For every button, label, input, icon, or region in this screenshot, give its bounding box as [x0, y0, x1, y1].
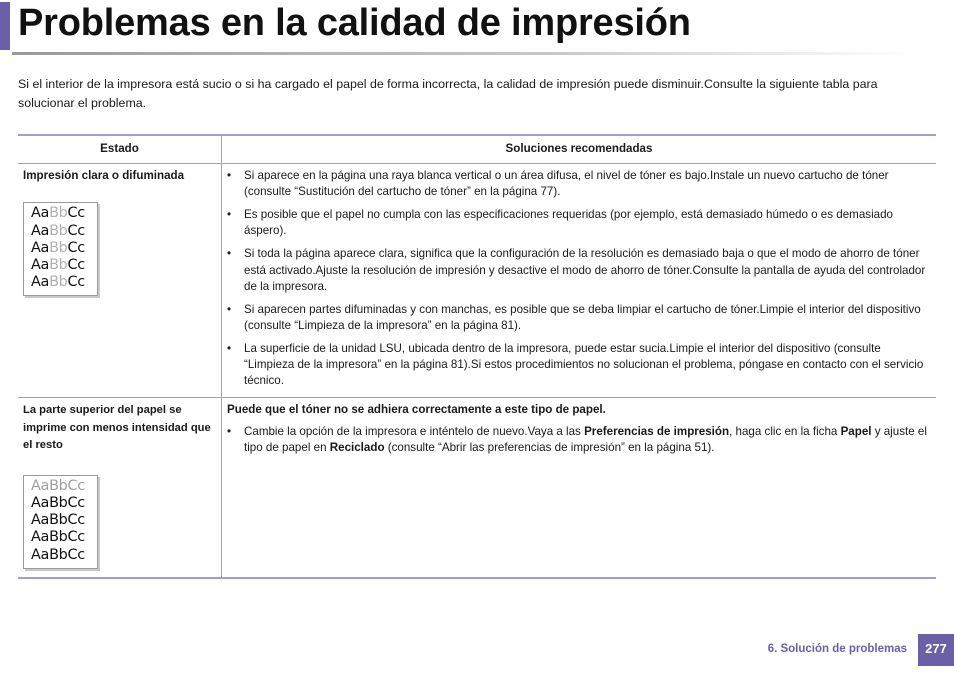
faded-print-sample: [23, 202, 98, 296]
list-item: • Es posible que el papel no cumpla con las especificaciones requeridas (por ejemplo, está demasiado húmedo o es demasiado áspero).: [227, 208, 893, 238]
title-underline: [12, 52, 912, 55]
bullet-icon: •: [227, 247, 232, 261]
top-faded-print-sample: [23, 475, 98, 569]
estado-label: La parte superior del papel se imprime con menos intensidad que el resto: [23, 404, 211, 451]
estado-label: Impresión clara o difuminada: [23, 169, 185, 182]
sample-line: AaBbCc: [31, 494, 85, 511]
sample-line: AaBbCc: [31, 512, 85, 529]
sample-line: AaBbCc: [31, 546, 85, 563]
sample-line: AaBbCc: [31, 205, 85, 222]
bullet-icon: •: [227, 208, 232, 222]
footer-section-label: 6. Solución de problemas: [767, 643, 907, 655]
sample-line: AaBbCc: [31, 222, 85, 239]
bullet-icon: •: [227, 169, 232, 182]
sample-line: AaBbCc: [31, 529, 85, 546]
estado-cell: [18, 164, 222, 398]
table-header-row: [18, 135, 936, 164]
page-title: Problemas en la calidad de impresión: [18, 2, 691, 44]
table-row: [18, 398, 936, 579]
list-item: • Si toda la página aparece clara, significa que la configuración de la resolución es demasiado baja o que el modo de ahorro de tóner está activado.Ajuste la resolución de impresión y desactive el modo de ahorro de tóner.Consulte la pantalla de ayuda del controlador de la impresora.: [227, 247, 926, 293]
solution-list: [227, 424, 928, 456]
sample-line: AaBbCc: [31, 477, 85, 494]
soluciones-cell: [222, 398, 937, 579]
list-item: • Cambie la opción de la impresora e inténtelo de nuevo.Vaya a las Preferencias de impresión, haga clic en la ficha Papel y ajuste el tipo de papel en Reciclado (consulte “Abrir las preferencias de impresión” en la página 51).: [227, 425, 927, 455]
bullet-icon: •: [227, 425, 232, 439]
soluciones-cell: [222, 164, 937, 398]
bullet-icon: •: [227, 302, 232, 316]
list-item: • Si aparece en la página una raya blanca vertical o un área difusa, el nivel de tóner es bajo.Instale un nuevo cartucho de tóner (consulte “Sustitución del cartucho de tóner” en la página 77).: [227, 169, 889, 199]
header-estado: Estado: [18, 135, 222, 164]
estado-cell: [18, 398, 222, 579]
solution-list: [227, 168, 928, 390]
solution-lead: Puede que el tóner no se adhiera correctamente a este tipo de papel.: [227, 403, 606, 416]
sample-line: AaBbCc: [31, 239, 85, 256]
troubleshooting-table: [18, 134, 936, 579]
bullet-icon: •: [227, 342, 232, 356]
intro-paragraph: Si el interior de la impresora está sucio o si ha cargado el papel de forma incorrecta, la calidad de impresión puede disminuir.Consulte la siguiente tabla para solucionar el problema.: [18, 77, 878, 110]
table-row: [18, 164, 936, 398]
sample-line: AaBbCc: [31, 274, 85, 291]
header-soluciones: Soluciones recomendadas: [222, 135, 937, 164]
title-accent-bar: [0, 2, 10, 50]
page-number-badge: 277: [918, 634, 954, 666]
list-item: • La superficie de la unidad LSU, ubicada dentro de la impresora, puede estar sucia.Limpie el interior del dispositivo (consulte “Limpieza de la impresora” en la página 81).Si estos procedimientos no solucionan el problema, póngase en contacto con el servicio técnico.: [227, 342, 924, 388]
sample-line: AaBbCc: [31, 257, 85, 274]
list-item: • Si aparecen partes difuminadas y con manchas, es posible que se deba limpiar el cartucho de tóner.Limpie el interior del dispositivo (consulte “Limpieza de la impresora” en la página 81).: [227, 302, 921, 333]
